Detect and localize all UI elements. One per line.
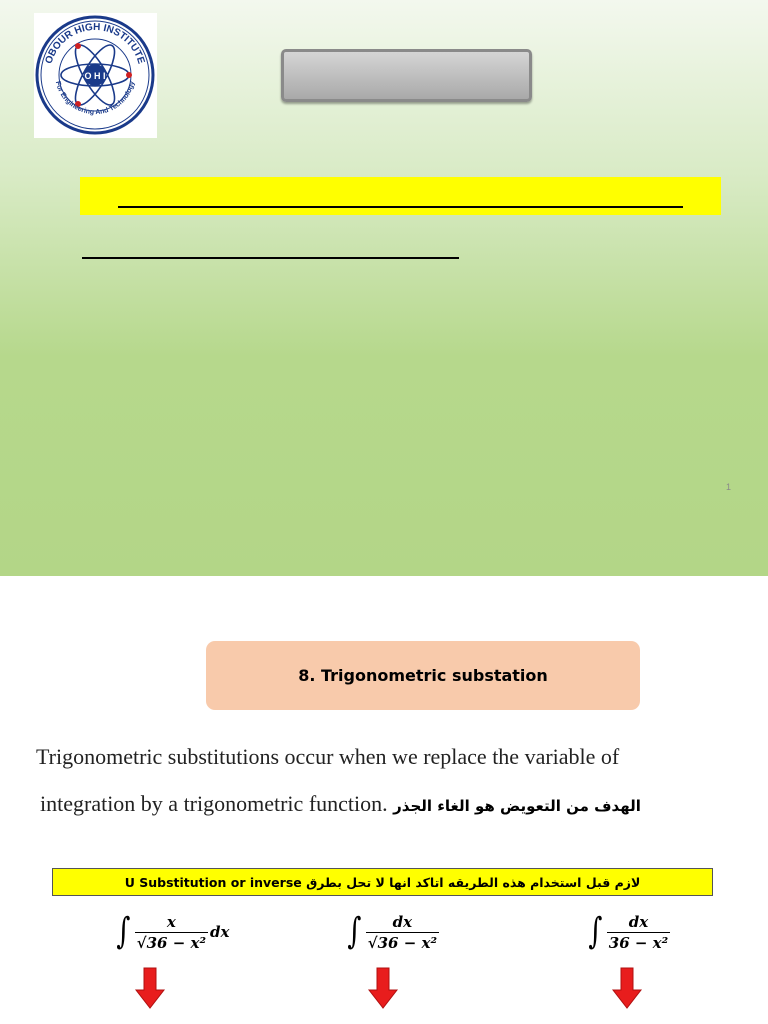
paragraph-line-2-en: integration by a trigonometric function.: [40, 791, 388, 816]
integral-denominator: √36 − x²: [136, 933, 207, 952]
integral-1: [114, 902, 229, 962]
highlight-bar: [80, 177, 721, 215]
integral-2: [345, 902, 441, 962]
logo-atom-icon: [34, 13, 157, 138]
underline-rule: [118, 206, 683, 208]
slide-page-number: 1: [726, 482, 732, 492]
integral-fraction: [607, 913, 670, 952]
integral-3: [586, 902, 672, 962]
title-placeholder-box: [281, 49, 532, 102]
integral-fraction: [135, 913, 208, 952]
down-arrow-icon: [367, 966, 399, 1010]
integral-sign: ∫: [588, 911, 603, 952]
logo-center-text: O H I: [84, 71, 106, 81]
warning-note-text: لازم قبل استخدام هذه الطريقه اتاكد انها لا تحل بطرق U Substitution or inverse: [124, 874, 641, 890]
integral-numerator: dx: [628, 912, 649, 931]
paragraph-line-2-ar: الهدف من التعويض هو الغاء الجذر: [393, 797, 641, 815]
section-header-box: [206, 641, 640, 710]
paragraph-line-2: [40, 791, 740, 817]
integral-sign: ∫: [116, 911, 131, 952]
integral-fraction: [366, 913, 439, 952]
integral-denominator: 36 − x²: [608, 933, 669, 952]
warning-note-box: [52, 868, 713, 896]
down-arrow-icon: [611, 966, 643, 1010]
underline-rule-short: [82, 257, 459, 259]
logo-bottom-text: For Engineering And Technology: [53, 80, 137, 117]
integral-differential: dx: [210, 923, 230, 941]
institute-logo: [34, 13, 157, 138]
section-title: 8. Trigonometric substation: [298, 666, 548, 685]
integral-numerator: x: [166, 912, 176, 931]
integral-denominator: √36 − x²: [367, 933, 438, 952]
down-arrow-icon: [134, 966, 166, 1010]
paragraph-line-1: Trigonometric substitutions occur when we replace the variable of: [36, 744, 620, 769]
integral-sign: ∫: [347, 911, 362, 952]
integral-numerator: dx: [392, 912, 413, 931]
logo-top-text: OBOUR HIGH INSTITUTE: [43, 21, 147, 66]
